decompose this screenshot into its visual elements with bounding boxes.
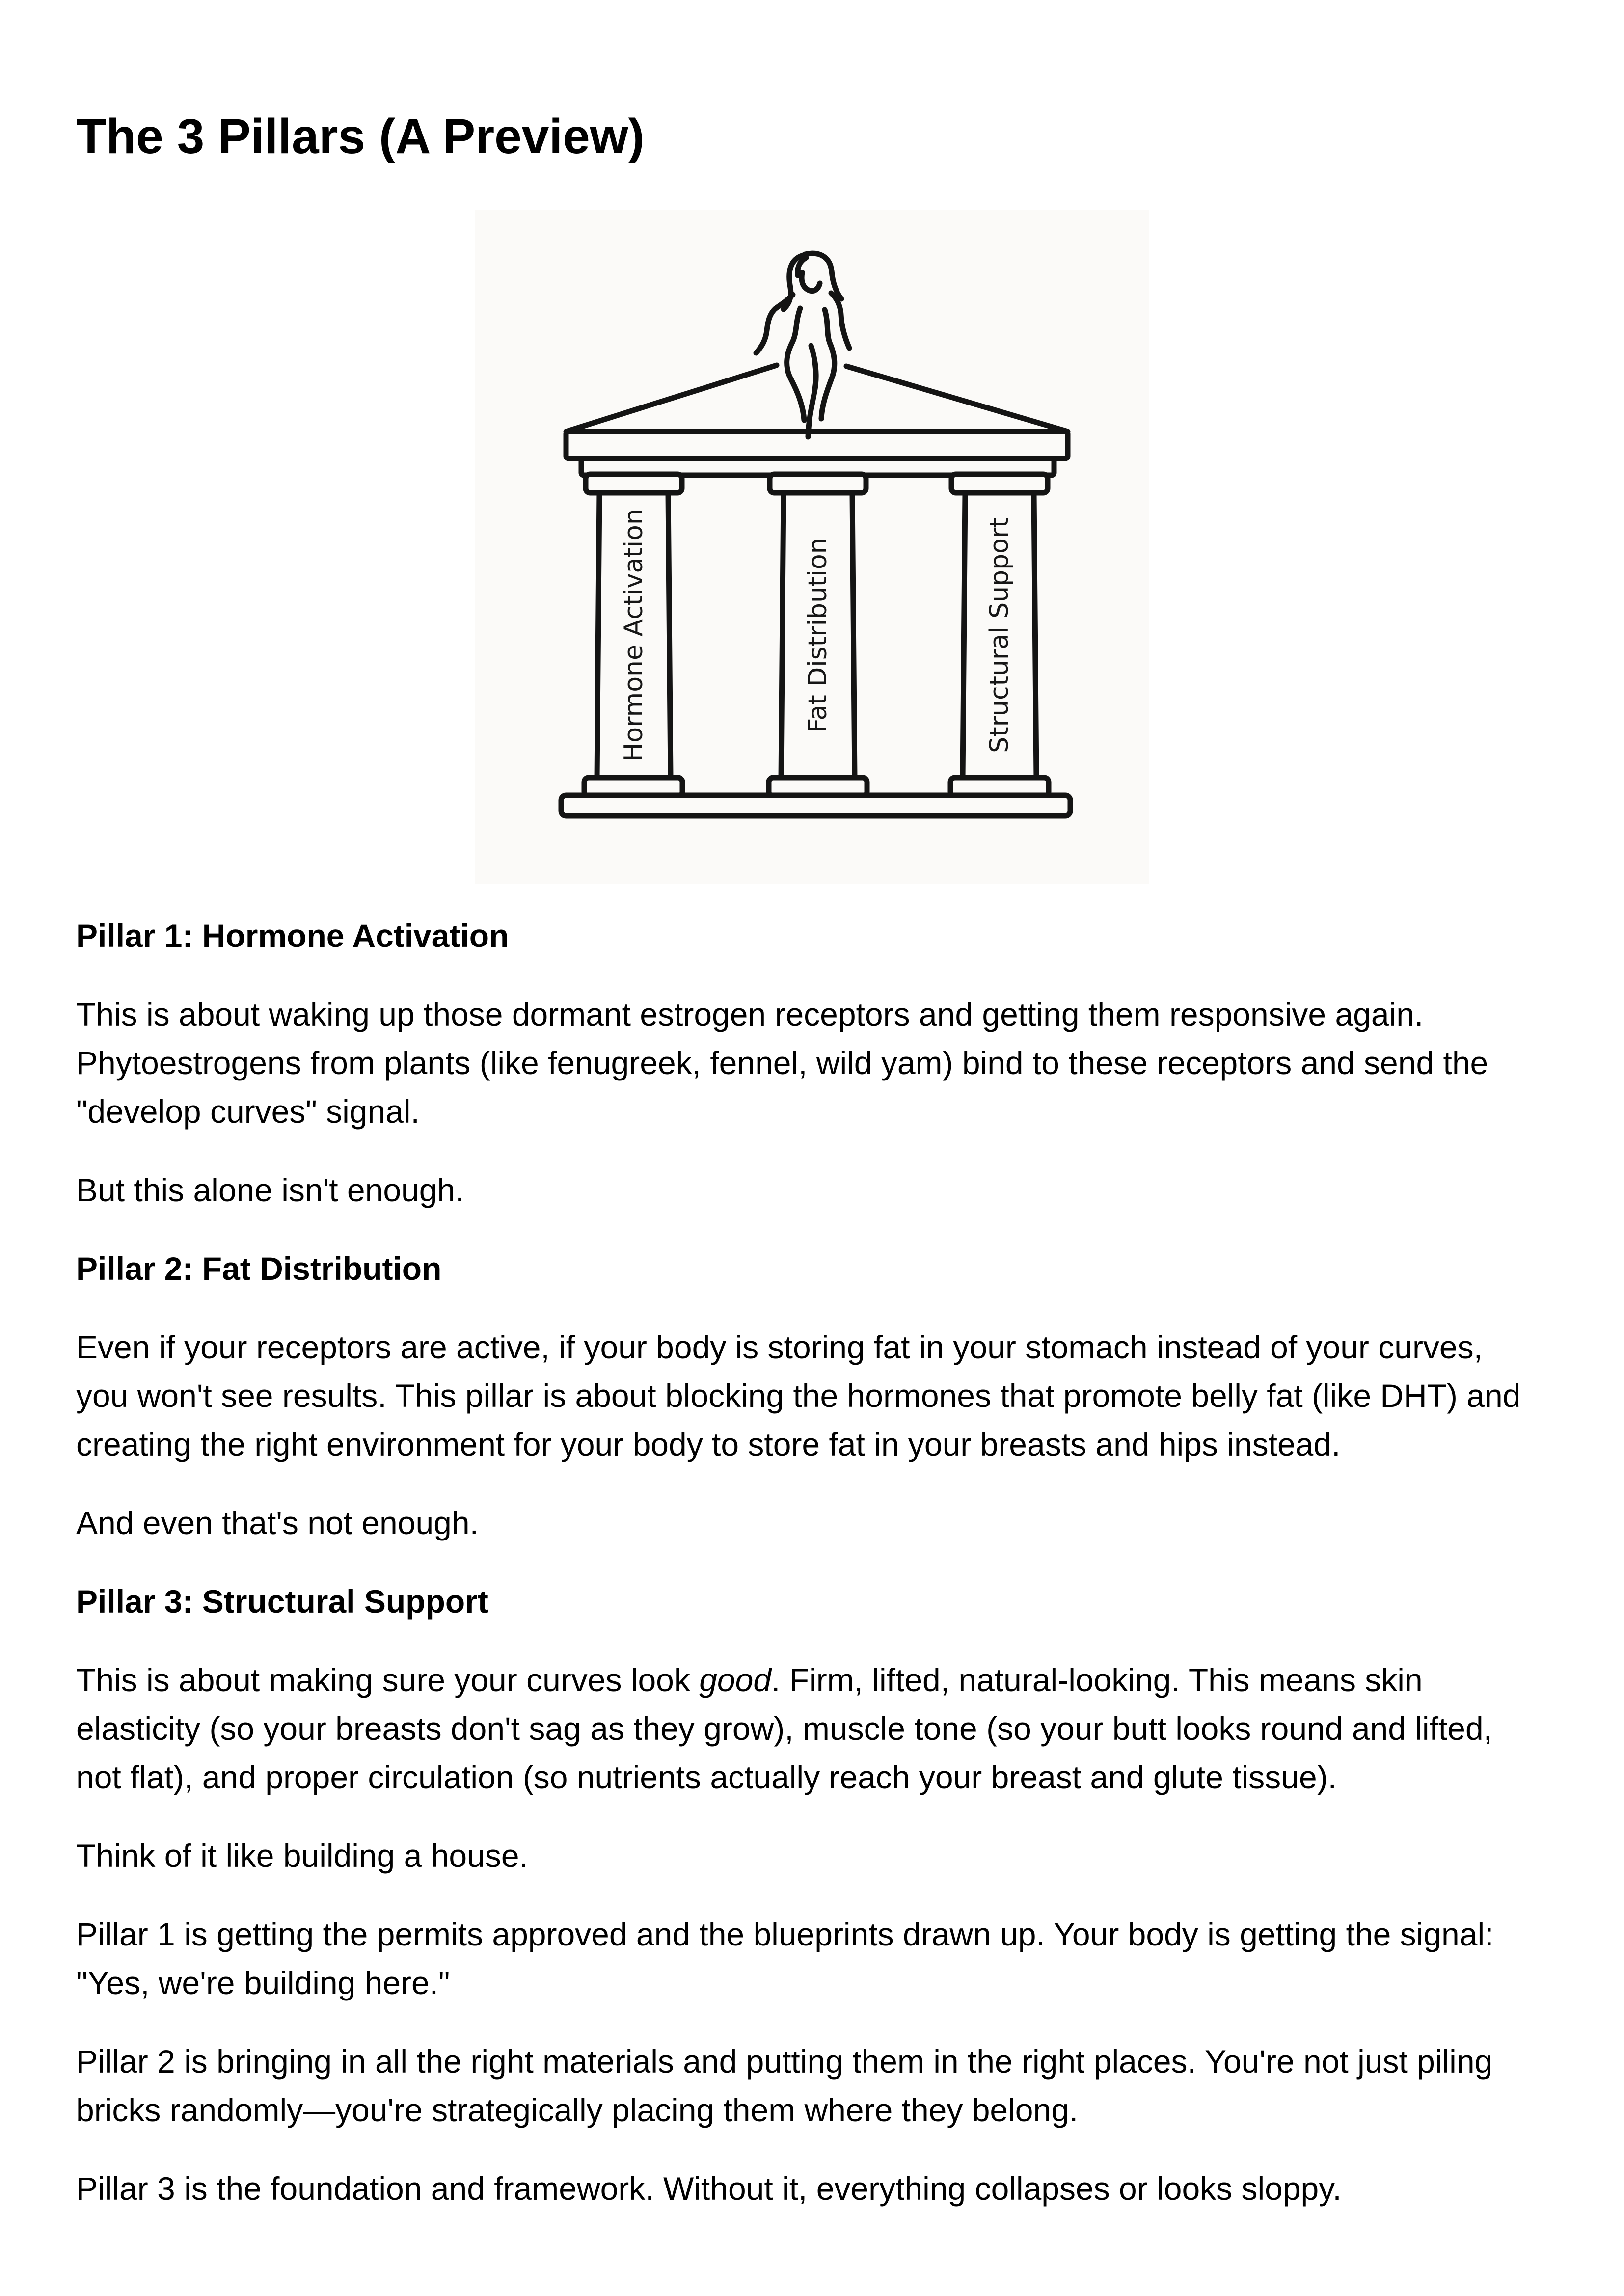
pillar-label-hormone-activation: Hormone Activation (619, 509, 649, 762)
paragraph-pillar2-body: Even if your receptors are active, if your body is storing fat in your stomach instead of your curves, you won't see results. This pillar is about blocking the hormones that promote belly fat (like DHT) and creating the right environment for your body to store fat in your breasts and hips instead. (76, 1329, 1521, 1462)
page-title: The 3 Pillars (A Preview) (76, 109, 645, 164)
paragraph-pillar1-analogy: Pillar 1 is getting the permits approved and the blueprints drawn up. Your body is getting the signal: "Yes, we're building here." (76, 1916, 1494, 2001)
paragraph-house-analogy: Think of it like building a house. (76, 1837, 528, 1874)
paragraph-not-enough-2: And even that's not enough. (76, 1505, 479, 1541)
section-heading-pillar-1: Pillar 1: Hormone Activation (76, 918, 509, 954)
paragraph-not-enough-1: But this alone isn't enough. (76, 1172, 464, 1208)
paragraph-pillar2-analogy: Pillar 2 is bringing in all the right materials and putting them in the right places. You're not just piling bricks randomly—you're strategically placing them where they belong. (76, 2043, 1493, 2128)
pillar3-text-after-italic: . Firm, lifted, natural-looking. This means skin elasticity (so your breasts don't sag as they grow), muscle tone (so your butt looks round and lifted, not flat), and proper circulation (so nutrients actually reach your breast and glute tissue). (76, 1662, 1493, 1795)
pillar-label-fat-distribution: Fat Distribution (803, 538, 833, 733)
temple-base-icon (561, 795, 1070, 816)
pillar-label-structural-support: Structural Support (985, 517, 1014, 753)
pillar3-italic-word: good (699, 1662, 772, 1698)
pillar-structural-support (950, 474, 1049, 796)
paragraph-pillar3-analogy: Pillar 3 is the foundation and framework. Without it, everything collapses or looks sloppy. (76, 2170, 1342, 2207)
pillar-hormone-activation (584, 474, 682, 796)
three-pillars-illustration (475, 210, 1149, 884)
paragraph-pillar1-body: This is about waking up those dormant estrogen receptors and getting them responsive again. Phytoestrogens from plants (like fenugreek, fennel, wild yam) bind to these receptors and send the "develop curves" signal. (76, 996, 1489, 1130)
pillar3-text-before-italic: This is about making sure your curves look (76, 1662, 700, 1698)
section-heading-pillar-2: Pillar 2: Fat Distribution (76, 1250, 442, 1287)
pillar-fat-distribution (769, 474, 867, 796)
woman-silhouette-icon (756, 253, 849, 437)
section-heading-pillar-3: Pillar 3: Structural Support (76, 1583, 488, 1620)
temple-drawing (475, 210, 1149, 884)
paragraph-pillar3-body (76, 1656, 1529, 1802)
